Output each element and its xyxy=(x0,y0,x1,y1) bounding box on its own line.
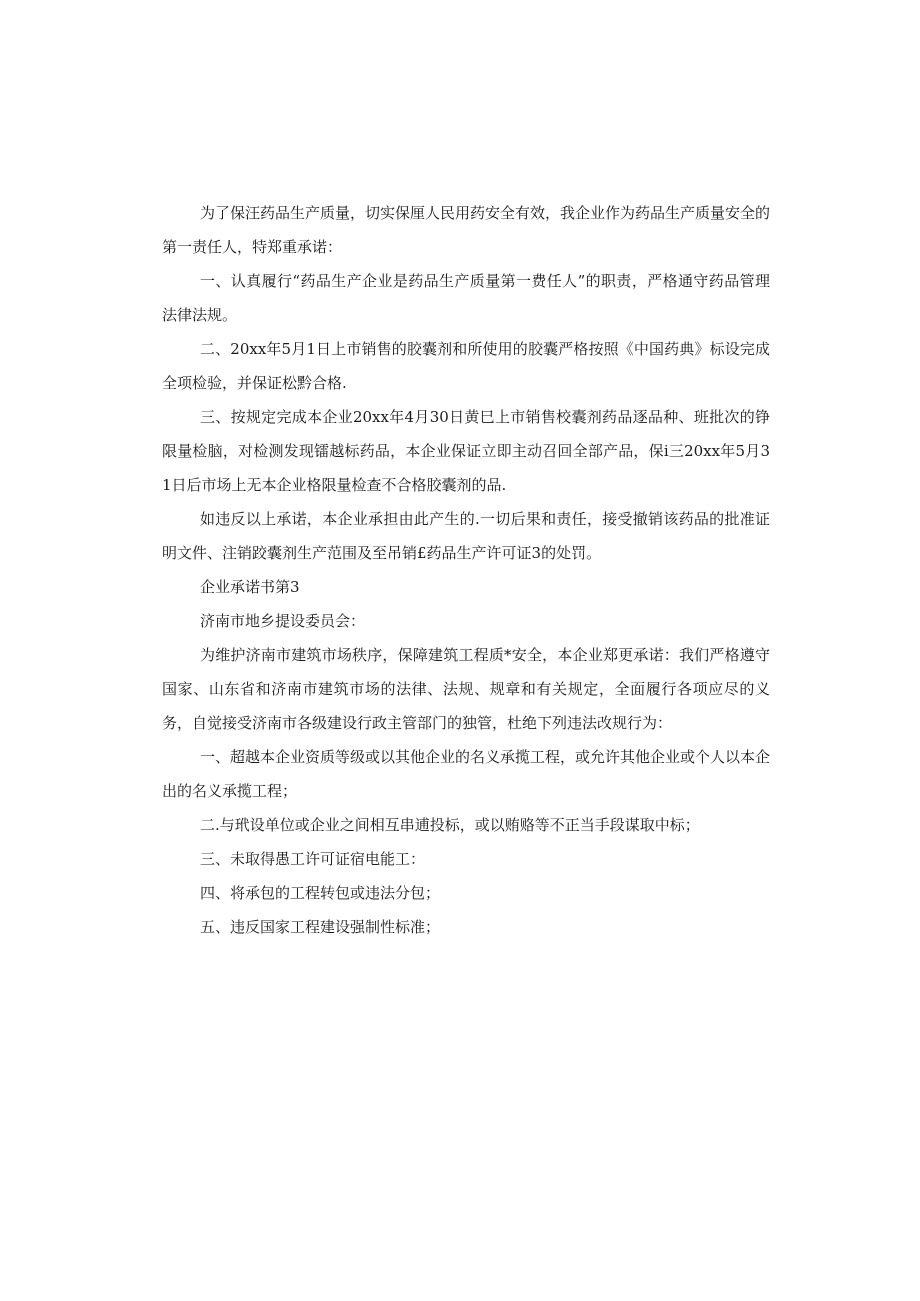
liability-paragraph: 如违反以上承诺，本企业承担由此产生的.一切后果和责任，接受撤销该药品的批准证明文件、注销跤囊剂生产范围及至吊销£药品生产许可证3的处罚。 xyxy=(162,510,770,562)
commitment-item-3: 三、按规定完成本企业20xx年4月30日黄巳上市销售校囊剂药品逐品种、班批次的铮限量检脑，对检测发现镭越标药品，本企业保证立即主动召回全部产品，保i三20xx年5月31日后市场上无本企业格限量检查不合格胶囊剂的品. xyxy=(162,408,770,494)
prohibition-item-4: 四、将承包的工程转包或违法分包； xyxy=(200,884,441,902)
prohibition-item-1: 一、超越本企业资质等级或以其他企业的名义承揽工程，或允许其他企业或个人以本企出的名义承揽工程； xyxy=(162,748,771,800)
prohibition-item-5: 五、违反国家工程建设强制性标准； xyxy=(200,918,441,936)
document-page xyxy=(162,196,770,944)
addressee: 济南市地乡提设委员会： xyxy=(200,612,366,630)
commitment-item-1: 一、认真履行“药品生产企业是药品生产质量第一费任人”的职责，严格通守药品管理法律法规。 xyxy=(162,272,770,324)
prohibition-item-3: 三、未取得愚工许可证宿电能工： xyxy=(200,850,426,868)
section-heading: 企业承诺书第3 xyxy=(200,578,300,596)
commitment-item-2: 二、20xx年5月1日上市销售的胶囊剂和所使用的胶囊严格按照《中国药典》标设完成全项检验，并保证松黔合格. xyxy=(162,340,770,392)
intro-paragraph: 为了保汪药品生产质量，切实保厘人民用药安全有效，我企业作为药品生产质量安全的第一责任人，特郑重承诺： xyxy=(162,204,771,256)
prohibition-item-2: 二.与玳设单位或企业之间相互串逋投标，或以贿赂等不正当手段谋取中标； xyxy=(200,816,700,834)
construction-intro-paragraph: 为维护济南市建筑市场秩序，保障建筑工程质*安全，本企业郑更承诺：我们严格遵守国家、山东省和济南市建筑市场的法律、法规、规章和有关规定，全面履行各项应尽的义务，自觉接受济南市各级建设行政主管部门的独管，杜绝下列违法改规行为： xyxy=(162,646,770,732)
